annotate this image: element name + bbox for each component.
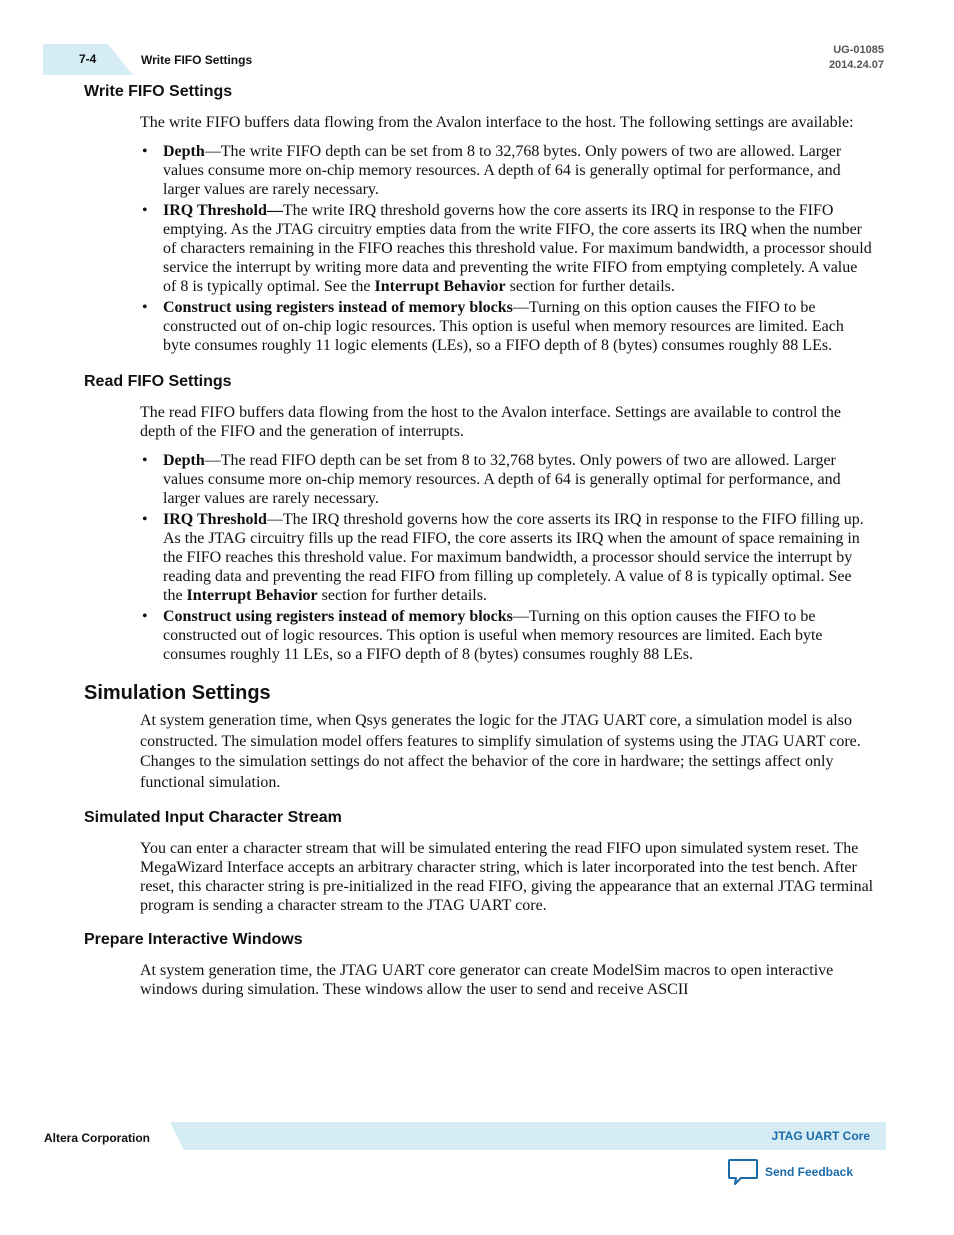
send-feedback-link[interactable] bbox=[727, 1158, 853, 1186]
item-text-tail: section for further details. bbox=[317, 587, 487, 604]
list-item bbox=[163, 451, 874, 508]
simulated-input-heading: Simulated Input Character Stream bbox=[84, 809, 342, 826]
list-item bbox=[163, 607, 874, 664]
list-item bbox=[163, 201, 874, 296]
write-fifo-intro: The write FIFO buffers data flowing from the Avalon interface to the host. The following settings are available: bbox=[140, 114, 854, 131]
item-text-tail: section for further details. bbox=[505, 278, 675, 295]
item-term: IRQ Threshold— bbox=[163, 202, 283, 219]
interactive-windows-body: At system generation time, the JTAG UART core generator can create ModelSim macros to open interactive windows during simulation. These windows allow the user to send and receive ASCII bbox=[140, 962, 834, 998]
write-fifo-heading: Write FIFO Settings bbox=[84, 83, 233, 100]
doc-id: UG-01085 bbox=[833, 44, 884, 56]
doc-info bbox=[829, 43, 884, 73]
simulation-settings-body: At system generation time, when Qsys generates the logic for the JTAG UART core, a simulation model is also constructed. The simulation model offers features to simplify simulation of systems using the JTAG UART core. Changes to the simulation settings do not affect the behavior of the core in hardware; the settings affect only functional simulation. bbox=[140, 712, 861, 791]
item-term: Construct using registers instead of memory blocks bbox=[163, 608, 513, 625]
item-text: —The IRQ threshold governs how the core asserts its IRQ in response to the FIFO filling up. As the JTAG circuitry fills up the read FIFO, the core asserts its IRQ when the amount of space remaining in the FIFO reaches this threshold value. For maximum bandwidth, a processor should service the interrupt by reading data and preventing the read FIFO from filling up completely. A value of 8 is typically optimal. See the bbox=[163, 511, 864, 604]
list-item bbox=[163, 142, 874, 199]
list-item bbox=[163, 298, 874, 355]
item-term: Construct using registers instead of memory blocks bbox=[163, 299, 513, 316]
send-feedback-label[interactable]: Send Feedback bbox=[765, 1165, 854, 1179]
simulated-input-body: You can enter a character stream that will be simulated entering the read FIFO upon simulated system reset. The MegaWizard Interface accepts an arbitrary character string, which is later incorporated into the test bench. After reset, this character string is pre-initialized in the read FIFO, giving the appearance that an external JTAG terminal program is sending a character stream to the JTAG UART core. bbox=[140, 840, 874, 914]
item-term: IRQ Threshold bbox=[163, 511, 267, 528]
page-number: 7-4 bbox=[79, 52, 97, 66]
doc-date: 2014.24.07 bbox=[828, 59, 884, 71]
item-text: The write IRQ threshold governs how the core asserts its IRQ in response to the FIFO emptying. As the JTAG circuitry empties data from the write FIFO, the core asserts its IRQ when the number of characters remaining in the FIFO reaches this threshold value. For maximum bandwidth, a processor should service the interrupt by writing more data and preventing the write FIFO from emptying completely. A value of 8 is typically optimal. See the bbox=[163, 202, 872, 295]
list-item bbox=[163, 510, 874, 605]
item-text: —Turning on this option causes the FIFO to be constructed out of on-chip logic resources. This option is useful when memory resources are limited. Each byte consumes roughly 11 logic elements (LEs), so a FIFO depth of 8 (bytes) consumes roughly 88 LEs. bbox=[163, 299, 844, 354]
cross-reference: Interrupt Behavior bbox=[374, 278, 506, 295]
read-fifo-heading: Read FIFO Settings bbox=[84, 373, 232, 390]
item-text: —The read FIFO depth can be set from 8 to 32,768 bytes. Only powers of two are allowed. Larger values consume more on-chip memory resources. A depth of 64 is generally optimal for performance, and larger values are rarely necessary. bbox=[163, 452, 841, 507]
item-term: Depth bbox=[163, 452, 205, 469]
read-fifo-intro: The read FIFO buffers data flowing from the host to the Avalon interface. Settings are available to control the depth of the FIFO and the generation of interrupts. bbox=[140, 404, 841, 440]
page-content bbox=[84, 83, 874, 999]
footer-doc-title[interactable]: JTAG UART Core bbox=[771, 1129, 870, 1143]
item-text: —The write FIFO depth can be set from 8 to 32,768 bytes. Only powers of two are allowed. Larger values consume more on-chip memory resources. A depth of 64 is generally optimal for performance, and larger values are rarely necessary. bbox=[163, 143, 842, 198]
item-term: Depth bbox=[163, 143, 205, 160]
read-fifo-list bbox=[84, 451, 874, 664]
write-fifo-list bbox=[84, 142, 874, 355]
item-text: —Turning on this option causes the FIFO to be constructed out of logic resources. This option is useful when memory resources are limited. Each byte consumes roughly 11 LEs, so a FIFO depth of 8 (bytes) consumes roughly 88 LEs. bbox=[163, 608, 823, 663]
cross-reference: Interrupt Behavior bbox=[186, 587, 318, 604]
speech-bubble-icon bbox=[727, 1158, 759, 1186]
company-name: Altera Corporation bbox=[44, 1131, 151, 1145]
simulation-settings-heading: Simulation Settings bbox=[84, 682, 271, 704]
interactive-windows-heading: Prepare Interactive Windows bbox=[84, 931, 303, 948]
running-section-title: Write FIFO Settings bbox=[141, 53, 253, 67]
